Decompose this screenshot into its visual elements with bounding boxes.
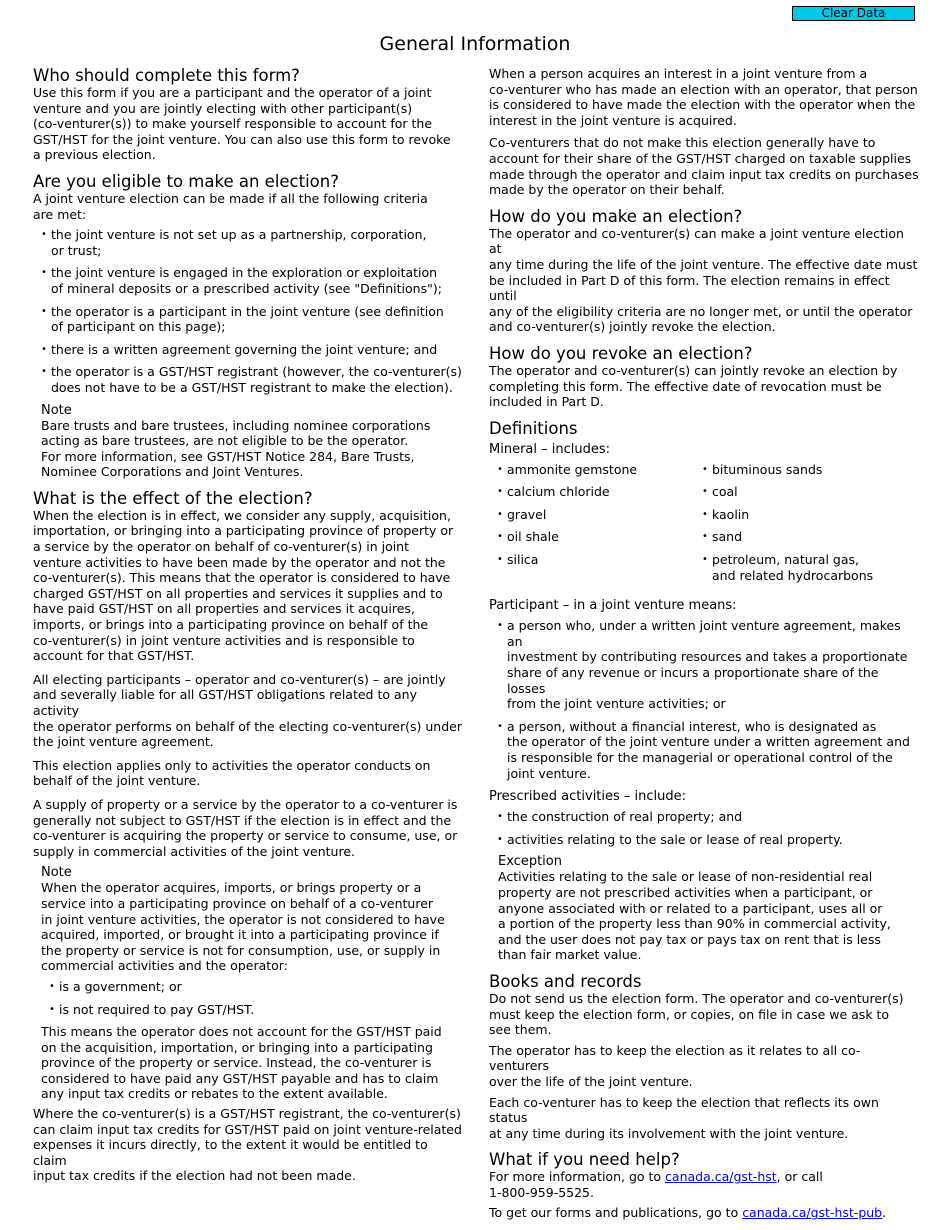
help-heading: What if you need help? (489, 1150, 680, 1170)
help-section (489, 1150, 919, 1221)
effect-section (33, 489, 463, 1184)
help-paragraph (489, 1205, 919, 1221)
participant-list (489, 618, 919, 781)
definitions-heading: Definitions (489, 418, 578, 438)
list-item: • there is a written agreement governing the joint venture; and (33, 342, 463, 358)
right-column (489, 66, 919, 1230)
list-item: • oil shale (489, 529, 694, 545)
exception-note (498, 854, 919, 963)
help-text: , or call 1-800-959-5525. (489, 1169, 823, 1200)
exception-text: Activities relating to the sale or lease of non-residential real property are not prescribed activities when a participant, or anyone associated with or related to a participant, uses all or a portion of the property less than 90% in commercial activity, and the user does not pay tax or pays tax on rent that is less than fair market value. (498, 869, 891, 963)
gst-hst-link[interactable]: canada.ca/gst-hst (665, 1169, 777, 1185)
eligible-heading: Are you eligible to make an election? (33, 171, 339, 191)
note-list (41, 979, 463, 1017)
list-item: • petroleum, natural gas, and related hydrocarbons (694, 552, 914, 583)
prescribed-label: Prescribed activities – include: (489, 789, 687, 805)
who-heading: Who should complete this form? (33, 66, 300, 85)
mineral-label: Mineral – includes: (489, 441, 611, 457)
mineral-list-left (489, 462, 694, 591)
effect-note (41, 865, 463, 1102)
note-title: Note (41, 402, 72, 418)
make-text: The operator and co-venturer(s) can make a joint venture election at any time during the life of the joint venture. The effective date must be included in Part D of this form. The election remains in effect until any of the eligibility criteria are no longer met, or until the operator and co-venturer(s) jointly revoke the election. (489, 225, 918, 335)
list-item: • is a government; or (41, 979, 463, 995)
list-item: • kaolin (694, 507, 914, 523)
eligible-criteria-list (33, 227, 463, 395)
revoke-text: The operator and co-venturer(s) can jointly revoke an election by completing this form. The effective date of revocation must be included in Part D. (489, 362, 898, 410)
list-item: • a person, without a financial interest, who is designated as the operator of the joint venture under a written agreement and is responsible for the managerial or operational control of the joint venture. (489, 719, 919, 781)
effect-paragraph: This election applies only to activities the operator conducts on behalf of the joint venture. (33, 757, 431, 789)
list-item: • bituminous sands (694, 462, 914, 478)
gst-hst-pub-link[interactable]: canada.ca/gst-hst-pub (742, 1205, 883, 1221)
who-text: Use this form if you are a participant and the operator of a joint venture and you are jointly electing with other participant(s) (co-venturer(s)) to make yourself responsible to account for the GST/HST for the joint venture. You can also use this form to revoke a previous election. (33, 85, 451, 163)
intro-section (489, 66, 919, 198)
list-item: • is not required to pay GST/HST. (41, 1002, 463, 1018)
help-text: . (882, 1205, 887, 1221)
help-text: To get our forms and publications, go to (489, 1205, 743, 1221)
intro-paragraph: When a person acquires an interest in a joint venture from a co-venturer who has made an election with an operator, that person is considered to have made the election with the operator when the interest in the joint venture is acquired. (489, 66, 918, 128)
clear-data-button[interactable]: Clear Data (792, 6, 915, 21)
list-item: • sand (694, 529, 914, 545)
note-text: Bare trusts and bare trustees, including nominee corporations acting as bare trustees, are not eligible to be the operator. For more information, see GST/HST Notice 284, Bare Trusts, Nominee Corporations and Joint Ventures. (41, 417, 431, 480)
list-item: • the operator is a participant in the joint venture (see definition of participant on this page); (33, 304, 463, 335)
note-title: Note (41, 865, 72, 881)
list-item: • gravel (489, 507, 694, 523)
participant-label: Participant – in a joint venture means: (489, 598, 737, 614)
list-item: • ammonite gemstone (489, 462, 694, 478)
list-item: • activities relating to the sale or lease of real property. (489, 832, 919, 848)
list-item: • coal (694, 484, 914, 500)
effect-paragraph: Where the co-venturer(s) is a GST/HST registrant, the co-venturer(s) can claim input tax credits for GST/HST paid on joint venture-related expenses it incurs directly, to the extent it would be entitled to claim input tax credits if the election had not been made. (33, 1106, 462, 1184)
intro-paragraph: Co-venturers that do not make this election generally have to account for their share of the GST/HST charged on taxable supplies made through the operator and claim input tax credits on purchases made by the operator on their behalf. (489, 135, 919, 198)
effect-paragraph: All electing participants – operator and co-venturer(s) – are jointly and severally liable for all GST/HST obligations related to any activity the operator performs on behalf of the electing co-venturer(s) under the joint venture agreement. (33, 671, 462, 750)
list-item: • silica (489, 552, 694, 568)
note-text: When the operator acquires, imports, or brings property or a service into a participating province on behalf of a co-venturer in joint venture activities, the operator is not considered to have acquired, imported, or brought it into a participating province if the property or service is not for consumption, use, or supply in commercial activities and the operator: (41, 880, 445, 974)
books-paragraph: Do not send us the election form. The operator and co-venturer(s) must keep the election form, or copies, on file in case we ask to see them. (489, 990, 904, 1038)
exception-title: Exception (498, 854, 562, 870)
make-heading: How do you make an election? (489, 206, 743, 226)
books-paragraph: The operator has to keep the election as it relates to all co-venturers over the life of the joint venture. (489, 1042, 861, 1089)
help-text: For more information, go to (489, 1169, 666, 1185)
definitions-section (489, 419, 919, 963)
list-item: • a person who, under a written joint venture agreement, makes an investment by contributing resources and takes a proportionate share of any revenue or incurs a proportionate share of the losses from the joint venture activities; or (489, 618, 919, 712)
books-section (489, 972, 919, 1141)
eligible-note (41, 403, 463, 480)
revoke-section (489, 344, 919, 410)
books-paragraph: Each co-venturer has to keep the election that reflects its own status at any time during its involvement with the joint venture. (489, 1094, 879, 1141)
effect-heading: What is the effect of the election? (33, 488, 313, 508)
list-item: • the joint venture is not set up as a partnership, corporation, or trust; (33, 227, 463, 258)
who-section (33, 66, 463, 163)
mineral-list (489, 462, 919, 591)
eligible-section (33, 172, 463, 480)
list-item: • the construction of real property; and (489, 809, 919, 825)
list-item: • the joint venture is engaged in the exploration or exploitation of mineral deposits or a prescribed activity (see "Definitions"); (33, 265, 463, 296)
list-item: • calcium chloride (489, 484, 694, 500)
page-title: General Information (379, 33, 571, 55)
left-column (33, 66, 463, 1193)
list-item: • the operator is a GST/HST registrant (however, the co-venturer(s) does not have to be a GST/HST registrant to make the election). (33, 364, 463, 395)
effect-paragraph: A supply of property or a service by the operator to a co-venturer is generally not subject to GST/HST if the election is in effect and the co-venturer is acquiring the property or service to consume, use, or supply in commercial activities of the joint venture. (33, 796, 458, 859)
revoke-heading: How do you revoke an election? (489, 343, 753, 363)
make-section (489, 207, 919, 335)
eligible-intro: A joint venture election can be made if all the following criteria are met: (33, 190, 428, 222)
note-after-text: This means the operator does not account for the GST/HST paid on the acquisition, importation, or bringing into a participating province of the property or service. Instead, the co-venturer is considered to have paid any GST/HST payable and has to claim any input tax credits or rebates to the extent available. (41, 1024, 442, 1102)
help-paragraph (489, 1169, 919, 1200)
books-heading: Books and records (489, 971, 642, 991)
effect-paragraph: When the election is in effect, we consider any supply, acquisition, importation, or bringing into a participating province of property or a service by the operator on behalf of co-venturer(s) in joint venture activities to have been made by the operator and not the co-venturer(s). This means that the operator is considered to have charged GST/HST on all properties and services it supplies and to have paid GST/HST on all properties and services it acquires, imports, or brings into a participating province on behalf of the co-venturer(s) in joint venture activities and is responsible to account for that GST/HST. (33, 507, 454, 664)
mineral-list-right (694, 462, 914, 591)
prescribed-list (489, 809, 919, 847)
